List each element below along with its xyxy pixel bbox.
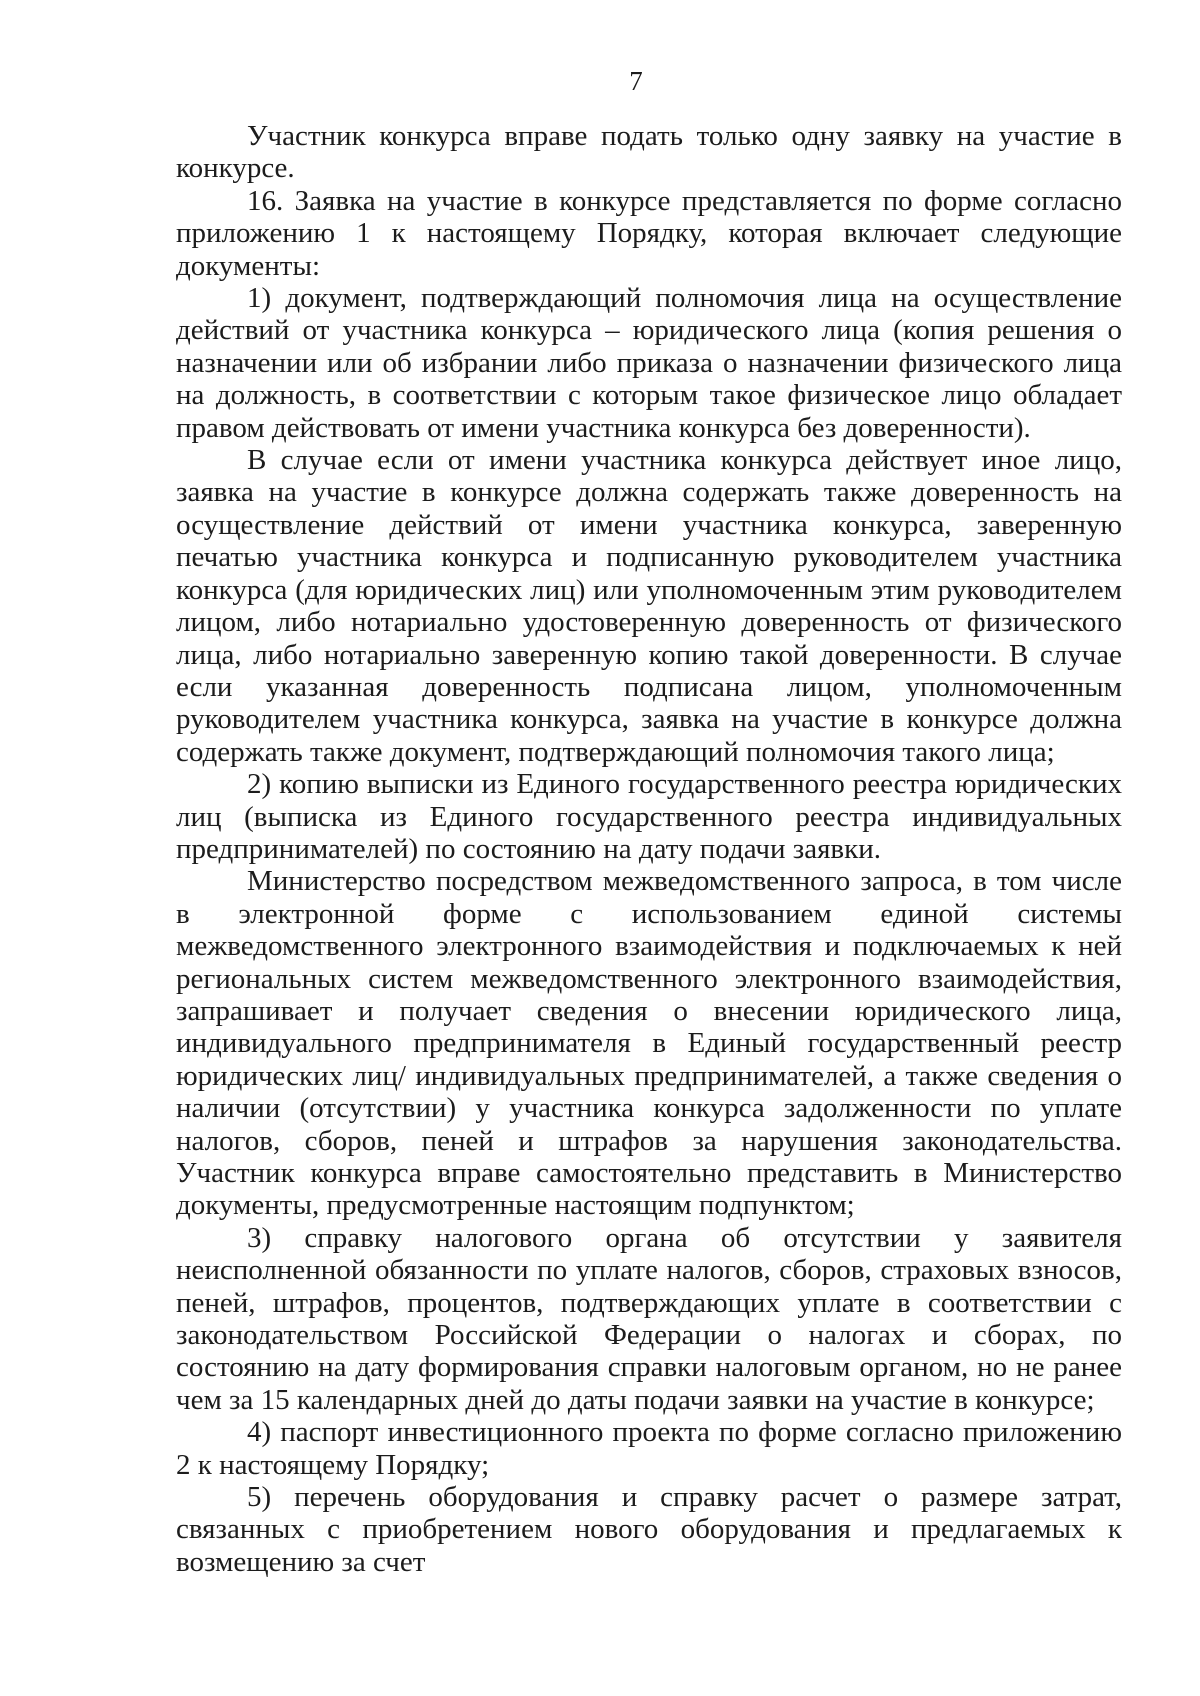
- paragraph-item-1-authority-document: 1) документ, подтверждающий полномочия лица на осуществление действий от участника конкурса – юридического лица (копия решения о назначении или об избрании либо приказа о назначении физического лица на должность, в соответствии с которым такое физическое лицо обладает правом действовать от имени участника конкурса без доверенности).: [176, 282, 1122, 444]
- paragraph-item-3-tax-certificate: 3) справку налогового органа об отсутствии у заявителя неисполненной обязанности по уплате налогов, сборов, страховых взносов, пеней, штрафов, процентов, подтверждающих уплате в соответствии с законодательством Российской Федерации о налогах и сборах, по состоянию на дату формирования справки налоговым органом, но не ранее чем за 15 календарных дней до даты подачи заявки на участие в конкурсе;: [176, 1221, 1122, 1416]
- paragraph-item-4-project-passport: 4) паспорт инвестиционного проекта по форме согласно приложению 2 к настоящему Порядку;: [176, 1416, 1122, 1481]
- document-body: [176, 120, 1122, 1578]
- paragraph-16-application-form: 16. Заявка на участие в конкурсе представляется по форме согласно приложению 1 к настоящему Порядку, которая включает следующие документы:: [176, 184, 1122, 282]
- paragraph-single-application: Участник конкурса вправе подать только одну заявку на участие в конкурсе.: [176, 120, 1122, 185]
- paragraph-item-2-registry-extract: 2) копию выписки из Единого государственного реестра юридических лиц (выписка из Единого государственного реестра индивидуальных предпринимателей) по состоянию на дату подачи заявки.: [176, 768, 1122, 865]
- paragraph-ministry-interagency-request: Министерство посредством межведомственного запроса, в том числе в электронной форме с использованием единой системы межведомственного электронного взаимодействия и подключаемых к ней региональных систем межведомственного электронного взаимодействия, запрашивает и получает сведения о внесении юридического лица, индивидуального предпринимателя в Единый государственный реестр юридических лиц/ индивидуальных предпринимателей, а также сведения о наличии (отсутствии) у участника конкурса задолженности по уплате налогов, сборов, пеней и штрафов за нарушения законодательства. Участник конкурса вправе самостоятельно представить в Министерство документы, предусмотренные настоящим подпунктом;: [176, 865, 1122, 1222]
- paragraph-item-5-equipment-list: 5) перечень оборудования и справку расчет о размере затрат, связанных с приобретением нового оборудования и предлагаемых к возмещению за счет: [176, 1481, 1122, 1578]
- page-number: 7: [629, 66, 643, 96]
- paragraph-power-of-attorney: В случае если от имени участника конкурса действует иное лицо, заявка на участие в конкурсе должна содержать также доверенность на осуществление действий от имени участника конкурса, заверенную печатью участника конкурса и подписанную руководителем участника конкурса (для юридических лиц) или уполномоченным этим руководителем лицом, либо нотариально удостоверенную доверенность от физического лица, либо нотариально заверенную копию такой доверенности. В случае если указанная доверенность подписана лицом, уполномоченным руководителем участника конкурса, заявка на участие в конкурсе должна содержать также документ, подтверждающий полномочия такого лица;: [176, 444, 1122, 768]
